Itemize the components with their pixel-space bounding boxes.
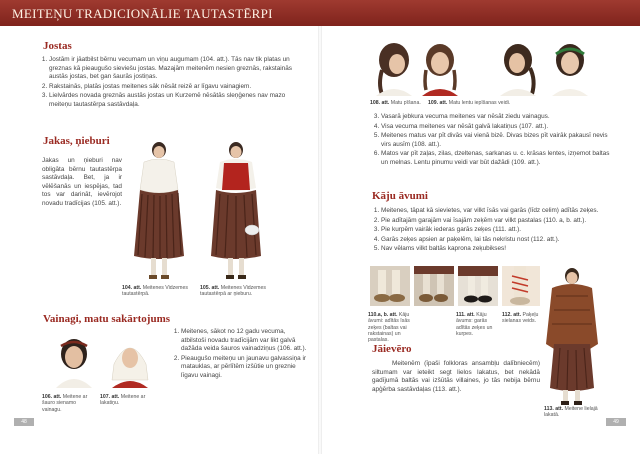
caption-110 xyxy=(368,312,414,343)
caption-110-text: Kāju āvumi: adītās īsās zeķes (baltas vai rakstainas) un pastalas. xyxy=(368,312,410,344)
photo-footwear-110a xyxy=(370,266,410,306)
caption-108-text: Matu pīšana. xyxy=(390,100,421,106)
continued-item: 4. Visa vecuma meitenes var nēsāt galvā lakatiņus (107. att.). xyxy=(381,123,610,132)
jostas-item: 2. Rakstainās, platās jostas meitenes sāk nēsāt reizē ar līgavu vainagiem. xyxy=(49,83,308,92)
caption-112 xyxy=(502,312,542,325)
kaju-item: 3. Pie kurpēm vairāk iederas garās zeķes (111. att.). xyxy=(381,226,610,235)
caption-108 xyxy=(370,100,432,106)
javevero-text: Meitenēm (īpaši folkloras ansambļu dalībniecēm) siltumam var ieteikt segt lielos lakatus, bet nekādā gadījumā baltās vai izšūtās villaines, jo tās nebija bērnu apģērba sastāvdaļas (113. att.). xyxy=(372,360,540,393)
caption-113-text: Meitene lielajā lakatā. xyxy=(544,406,598,419)
vainagi-list xyxy=(172,328,310,382)
caption-107-text: Meitene ar lakatiņu. xyxy=(100,394,146,407)
caption-111 xyxy=(456,312,498,337)
page-number-right: 49 xyxy=(606,418,626,426)
kaju-item: 2. Pie adītajām garajām vai īsajām zeķēm var vilkt pastalas (110. a, b. att.). xyxy=(381,217,610,226)
jostas-item: 3. Lielvārdes novada greznās austās jostas un Kurzemē nēsātās sleņģenes nav mazo meiteņu tautastērpa sastāvdaļa. xyxy=(49,92,308,109)
caption-107 xyxy=(100,394,152,407)
caption-113 xyxy=(544,406,608,419)
caption-106 xyxy=(42,394,92,413)
vainagi-continued-list xyxy=(372,113,610,169)
photo-braiding-108a xyxy=(372,40,416,96)
photo-girl-headscarf-107 xyxy=(108,336,152,388)
kaju-item: 4. Garās zeķes apsien ar paķelēm, lai tās nekristu nost (112. att.). xyxy=(381,236,610,245)
caption-105 xyxy=(200,285,270,298)
caption-107-num: 107. att. xyxy=(100,394,120,400)
caption-109-text: Matu lentu iepīšanas veidi. xyxy=(448,100,511,106)
continued-item: 5. Meitenes matus var pīt divās vai vienā bizē. Divas bizes pīt vairāk pakausī nevis virs ausīm (108. att.). xyxy=(381,132,610,149)
caption-106-text: Meitene ar šauro sienamo vainagu. xyxy=(42,394,88,413)
page-gutter xyxy=(318,26,322,454)
caption-112-text: Paķeļu sielanas veids. xyxy=(502,312,539,325)
heading-jostas: Jostas xyxy=(43,40,72,52)
header-title: MEITEŅU TRADICIONĀLIE TAUTASTĒRPI xyxy=(12,6,273,21)
caption-111-num: 111. att. xyxy=(456,312,475,318)
vainagi-item: 1. Meitenes, sākot no 12 gadu vecuma, atbilstoši novadu tradīcijām var likt galvā dažāda veida šauros vainadziņus (106. att.). xyxy=(181,328,310,354)
caption-111-text: Kāju āvums: garās adītās zeķes un kurpes. xyxy=(456,312,493,337)
photo-girl-wreath-106 xyxy=(52,336,96,388)
page-number-left: 48 xyxy=(14,418,34,426)
caption-105-num: 105. att. xyxy=(200,285,220,291)
continued-item: 3. Vasarā jebkura vecuma meitenes var nēsāt ziedu vainagus. xyxy=(381,113,610,122)
heading-javevero: Jāievēro xyxy=(372,343,412,355)
photo-footwear-110b xyxy=(414,266,454,306)
caption-113-num: 113. att. xyxy=(544,406,564,412)
photo-footwear-112 xyxy=(502,266,540,306)
photo-braiding-109a xyxy=(496,40,540,96)
caption-105-text: Meitenes Vidzemes tautastērpā ar ņieburu. xyxy=(200,285,266,298)
caption-104-num: 104. att. xyxy=(122,285,142,291)
caption-106-num: 106. att. xyxy=(42,394,62,400)
continued-item: 6. Matos var pīt zaļas, zilas, dzeltenas, sarkanas u. c. krāsas lentes, izņemot baltas un melnas. Lentu pinumu veidi var būt dažādi (109. att.). xyxy=(381,150,610,167)
vainagi-item: 2. Pieaugušo meiteņu un jaunavu galvassiņa ir matauklas, ar pērlītēm izšūtie un greznie līgavu vainagi. xyxy=(181,355,310,381)
caption-110-num: 110.a, b. att. xyxy=(368,312,398,318)
jakas-text: Jakas un ņieburi nav obligāta bērnu tautastērpa sastāvdaļa. Bet, ja ir vēlēšanās un iespējas, tad tos var darināt, ievērojot novadu tradīcijas (105. att.). xyxy=(42,157,122,207)
kaju-item: 1. Meitenes, tāpat kā sievietes, var vilkt īsās vai garās (līdz celim) adītās zeķes. xyxy=(381,207,610,216)
caption-109 xyxy=(428,100,538,106)
header-banner xyxy=(0,0,640,26)
heading-jakas: Jakas, ņieburi xyxy=(43,135,110,147)
kaju-item: 5. Nav vēlams vilkt baltās kaprona zeķubikses! xyxy=(381,245,610,254)
photo-girl-shawl-113 xyxy=(544,264,600,406)
caption-104 xyxy=(122,285,188,298)
kaju-list xyxy=(372,207,610,255)
jostas-item: 1. Jostām ir jāatbilst bērnu vecumam un viņu augumam (104. att.). Tās nav tik platas un greznas kā pieaugušo sieviešu jostas. Mazajām meitenēm nesien greznās, rakstainās austās jostas, bet gan šaurās jostiņas. xyxy=(49,56,308,82)
photo-footwear-111 xyxy=(458,266,498,306)
caption-109-num: 109. att. xyxy=(428,100,448,106)
photo-girl-vest-105 xyxy=(206,138,266,284)
jostas-list xyxy=(40,56,308,111)
photo-girl-costume-104 xyxy=(128,138,190,284)
photo-braiding-108b xyxy=(418,40,462,96)
caption-108-num: 108. att. xyxy=(370,100,390,106)
heading-vainagi: Vainagi, matu sakārtojums xyxy=(43,313,171,325)
photo-braiding-109b xyxy=(548,40,592,96)
caption-112-num: 112. att. xyxy=(502,312,522,318)
caption-104-text: Meitenes Vidzemes tautastērpā. xyxy=(122,285,188,298)
heading-kaju: Kāju āvumi xyxy=(372,190,428,202)
